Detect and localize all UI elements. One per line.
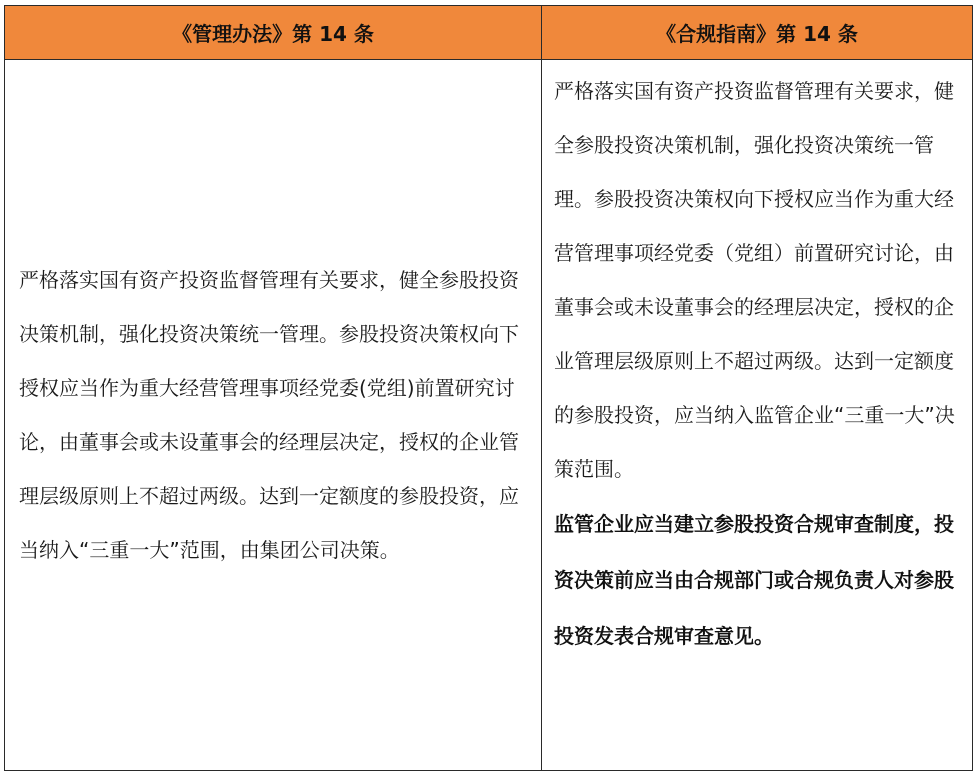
header-compliance-guide: 《合规指南》第 14 条 [542, 6, 973, 60]
compliance-guide-added-text: 监管企业应当建立参股投资合规审查制度，投资决策前应当由合规部门或合规负责人对参股投资发表合规审查意见。 [554, 512, 954, 648]
comparison-table [4, 5, 973, 771]
header-row [5, 6, 973, 60]
management-measures-text: 严格落实国有资产投资监督管理有关要求，健全参股投资决策机制，强化投资决策统一管理。参股投资决策权向下授权应当作为重大经营管理事项经党委(党组)前置研究讨论，由董事会或未设董事会的经理层决定，授权的企业管理层级原则上不超过两级。达到一定额度的参股投资，应当纳入“三重一大”范围，由集团公司决策。 [19, 268, 519, 562]
compliance-guide-cell [542, 60, 973, 771]
content-row [5, 60, 973, 771]
compliance-guide-text: 严格落实国有资产投资监督管理有关要求，健全参股投资决策机制，强化投资决策统一管理。参股投资决策权向下授权应当作为重大经营管理事项经党委（党组）前置研究讨论，由董事会或未设董事会的经理层决定，授权的企业管理层级原则上不超过两级。达到一定额度的参股投资，应当纳入监管企业“三重一大”决策范围。 [554, 79, 955, 481]
management-measures-cell [5, 60, 542, 771]
header-management-measures: 《管理办法》第 14 条 [5, 6, 542, 60]
